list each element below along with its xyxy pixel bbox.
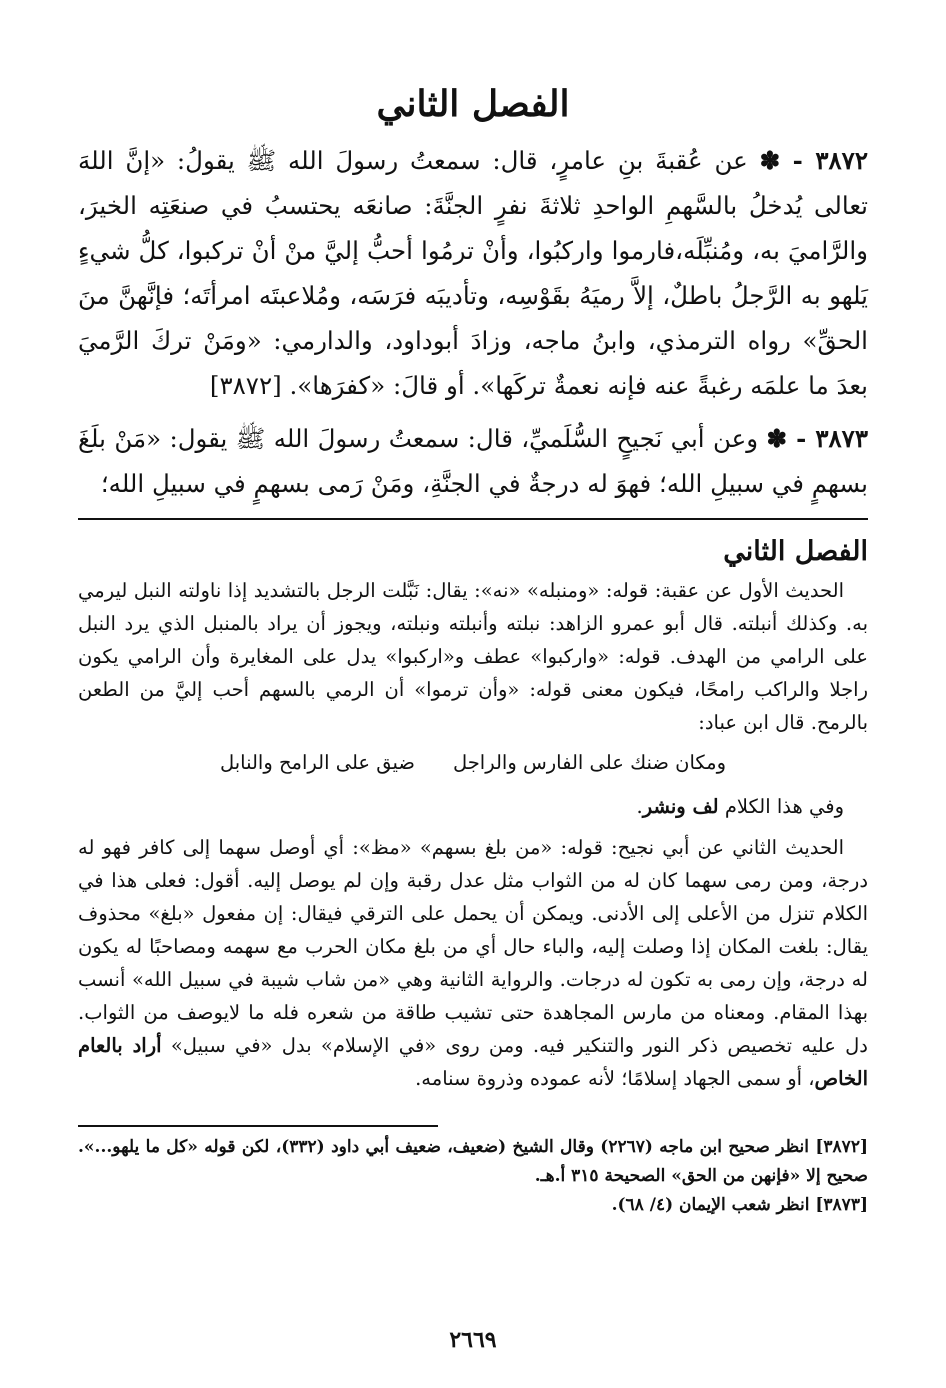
verse-first-hemistich: ومكان ضنك على الفارس والراجل	[452, 751, 727, 774]
verse-second-hemistich: ضيق على الرامح والنابل	[219, 751, 415, 774]
hadith-text: وعن أبي نَجيحٍ السُّلَميِّ، قال: سمعتُ رسولَ الله ﷺ يقول: «مَنْ بلَغَ بسهمٍ في سبيلِ الله؛ فهوَ له درجةٌ في الجنَّةِ، ومَنْ رَمى بسهمٍ في سبيلِ الله؛	[78, 424, 868, 498]
hadith-number: ٣٨٧٢ - ✽	[759, 146, 868, 175]
section-divider	[78, 518, 868, 520]
para2-text-b: ، أو سمى الجهاد إسلامًا؛ لأنه عموده وذروة سنامه.	[415, 1067, 815, 1090]
footnotes	[78, 1133, 868, 1220]
commentary-paragraph-1: الحديث الأول عن عقبة: قوله: «ومنبله» «نه»: يقال: نَبَّلت الرجل بالتشديد إذا ناولته النبل ليرمي به. وكذلك أنبلته. قال أبو عمرو الزاهد: نبلته وأنبلته ونبلته، ويجوز أن يراد بالمنبل الذي يرد النبل على الرامي من الهدف. قوله: «واركبوا» عطف و«اركبوا» يدل على المغايرة وأن الرامي يكون راجلا والراكب رامحًا، فيكون معنى قوله: «وأن ترموا» أن الرمي بالسهم أحب إليَّ من الطعن بالرمح. قال ابن عباد:	[78, 579, 868, 734]
note-prefix: وفي هذا الكلام	[724, 795, 844, 818]
hadith-3873	[78, 416, 868, 506]
footnote-3873: [٣٨٧٣] انظر شعب الإيمان (٤/ ٦٨).	[611, 1195, 868, 1215]
para2-text-a: الحديث الثاني عن أبي نجيح: قوله: «من بلغ بسهم» «مظ»: أي أوصل سهما إلى كافر فهو له درجة، ومن رمى سهما كان له من الثواب مثل عدل رقبة وإن لم يوصل إليه. أقول: فعلى هذا في الكلام تنزل من الأعلى إلى الأدنى. ويمكن أن يحمل على الترقي فيقال: إن مفعول «بلغ» محذوف يقال: بلغت المكان إذا وصلت إليه، والباء حال أي من بلغ مكان الحرب مع سهمه ومصاحبًا له يكون له درجة، وإن رمى به تكون له درجات. والرواية الثانية وهي «من شاب شيبة في سبيل الله» أنسب بهذا المقام. ومعناه من مارس المجاهدة حتى تشيب طاقة من شعره فله ما لايوصف من الثواب. دل عليه تخصيص ذكر النور والتنكير فيه. ومن روى «في الإسلام» بدل «في سبيل»	[78, 836, 868, 1057]
commentary-paragraph-2	[78, 831, 868, 1095]
chapter-title: الفصل الثاني	[376, 83, 570, 125]
hadith-3872	[78, 138, 868, 408]
note-suffix: .	[636, 795, 643, 818]
footnote-3872: [٣٨٧٢] انظر صحيح ابن ماجه (٢٢٦٧) وقال الشيخ (ضعيف، ضعيف أبي داود (٣٣٢)، لكن قوله «كل ما يلهو...». صحيح إلا «فإنهن من الحق» الصحيحة ٣١٥ أ.هـ.	[78, 1137, 868, 1186]
para2-bold-phrase: أراد بالعام الخاص	[78, 1034, 868, 1090]
commentary-title: الفصل الثاني	[723, 536, 868, 567]
hadith-number: ٣٨٧٣ - ✽	[766, 424, 868, 453]
poetry-verse	[78, 743, 868, 783]
commentary	[78, 532, 868, 1095]
rhetoric-note	[78, 787, 868, 827]
note-term: لف ونشر	[642, 795, 719, 818]
footnote-divider	[78, 1125, 438, 1127]
hadith-text: عن عُقبةَ بنِ عامرٍ، قال: سمعتُ رسولَ الله ﷺ يقولُ: «إنَّ اللهَ تعالى يُدخلُ بالسَّهمِ الواحدِ ثلاثةَ نفرٍ الجنَّةَ: صانعَه يحتسبُ في صنعَتِه الخيرَ، والرَّاميَ به، ومُنبِّلَه،فارموا واركبُوا، وأنْ ترمُوا أحبُّ إليَّ منْ أنْ تركبوا، كلُّ شيءٍ يَلهو به الرَّجلُ باطلٌ، إلاَّ رميَهُ بقَوْسِه، وتأديبَه فرَسَه، ومُلاعبتَه امرأتَه؛ فإنَّهنَّ منَ الحقِّ» رواه الترمذي، وابنُ ماجه، وزادَ أبوداود، والدارمي: «ومَنْ تركَ الرَّميَ بعدَ ما علمَه رغبةً عنه فإنه نعمةٌ تركَها». أو قالَ: «كفرَها». [٣٨٧٢]	[78, 146, 868, 400]
page-number: ٢٦٦٩	[449, 1327, 497, 1353]
